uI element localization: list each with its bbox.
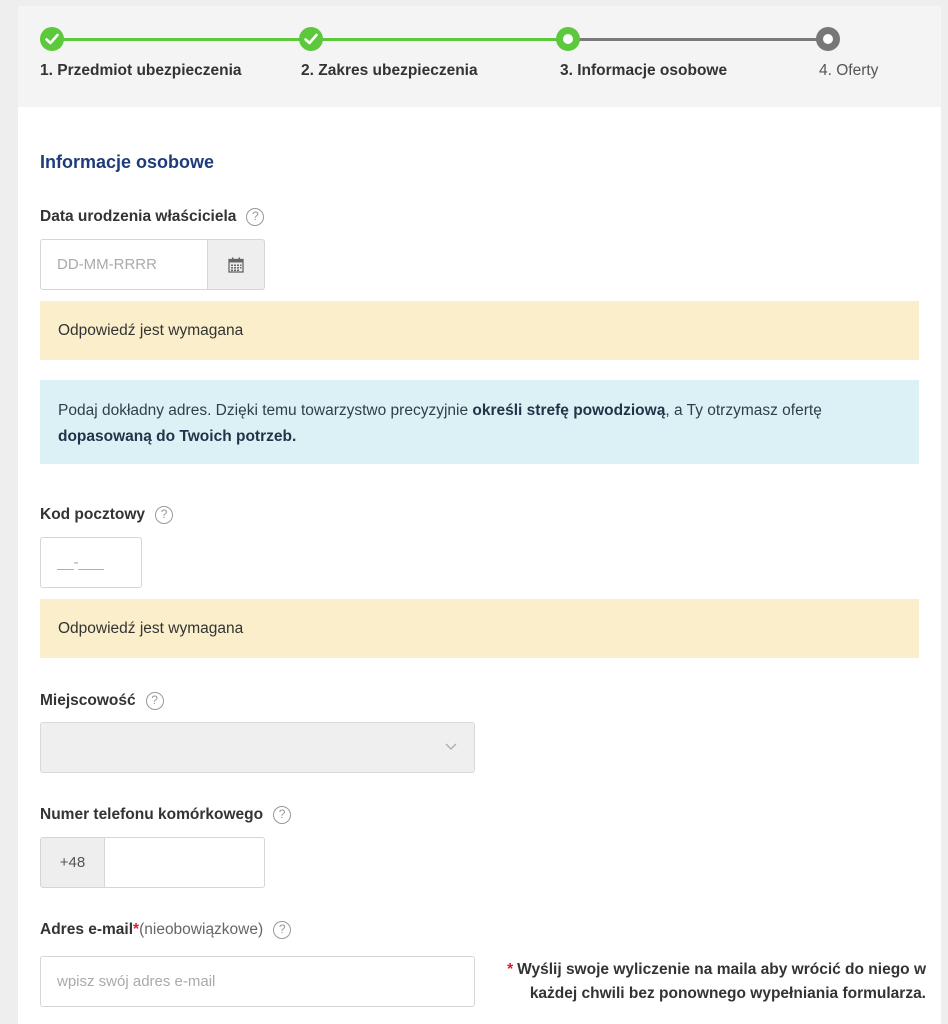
calendar-button[interactable] (207, 239, 265, 290)
city-label-text: Miejscowość (40, 692, 136, 709)
postal-code-error: Odpowiedź jest wymagana (40, 599, 919, 658)
stepper-track-remaining (568, 38, 828, 41)
step-1-check-icon[interactable] (40, 27, 64, 51)
birthdate-label (40, 208, 264, 226)
info-text-1: Podaj dokładny adres. Dzięki temu towarzystwo precyzyjnie (58, 402, 473, 419)
postal-code-label-text: Kod pocztowy (40, 506, 146, 523)
side-note-text: Wyślij swoje wyliczenie na maila aby wrócić do niego w każdej chwili bez ponownego wypełniania formularza. (517, 961, 926, 1002)
step-1-label[interactable]: 1. Przedmiot ubezpieczenia (40, 62, 242, 79)
help-icon[interactable]: ? (273, 806, 291, 824)
city-select[interactable] (40, 722, 475, 773)
chevron-down-icon (444, 741, 458, 751)
help-icon[interactable]: ? (273, 921, 291, 939)
birthdate-label-text: Data urodzenia właściciela (40, 208, 237, 225)
side-note-star: * (507, 961, 514, 978)
help-icon[interactable]: ? (146, 692, 164, 710)
required-star: * (133, 921, 140, 938)
email-side-note (486, 958, 926, 1006)
phone-label-text: Numer telefonu komórkowego (40, 806, 264, 823)
calendar-icon (228, 257, 244, 273)
email-label (40, 921, 291, 939)
step-2-label[interactable]: 2. Zakres ubezpieczenia (301, 62, 478, 79)
birthdate-error: Odpowiedź jest wymagana (40, 301, 919, 360)
city-label (40, 692, 164, 710)
info-bold-2: dopasowaną do Twoich potrzeb. (58, 428, 297, 445)
step-4-label: 4. Oferty (819, 62, 879, 79)
form-page (18, 6, 941, 1024)
email-input[interactable] (40, 956, 475, 1007)
section-title: Informacje osobowe (40, 152, 215, 172)
step-2-check-icon[interactable] (299, 27, 323, 51)
flood-zone-info (40, 380, 919, 464)
help-icon[interactable]: ? (155, 506, 173, 524)
step-4-pending-icon (816, 27, 840, 51)
help-icon[interactable]: ? (246, 208, 264, 226)
phone-input[interactable] (104, 837, 265, 888)
info-bold-1: określi strefę powodziową (472, 402, 666, 419)
step-3-label: 3. Informacje osobowe (560, 62, 728, 79)
postal-code-input[interactable] (40, 537, 142, 588)
progress-stepper (18, 6, 941, 107)
optional-note: (nieobowiązkowe) (139, 921, 264, 938)
phone-prefix: +48 (40, 837, 105, 888)
step-3-current-icon (556, 27, 580, 51)
email-label-text: Adres e-mail (40, 921, 134, 938)
postal-code-label (40, 506, 173, 524)
phone-label (40, 806, 291, 824)
info-text-2: , a Ty otrzymasz ofertę (665, 402, 822, 419)
birthdate-input[interactable] (40, 239, 210, 290)
